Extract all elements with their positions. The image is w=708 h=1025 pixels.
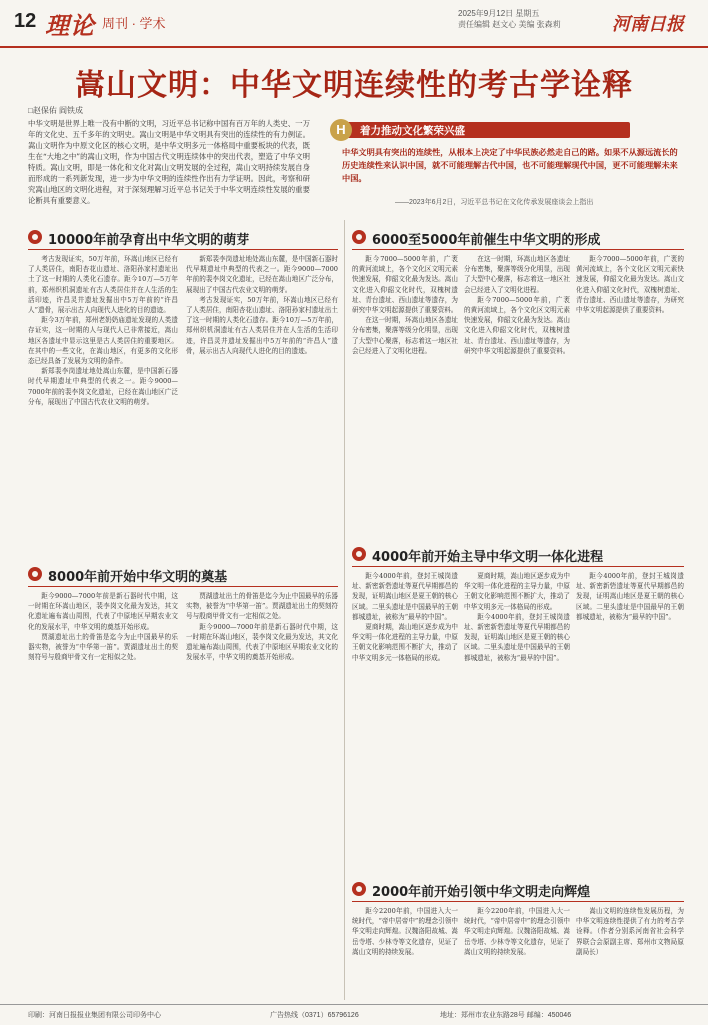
paragraph: 贾湖遗址出土的骨笛是迄今为止中国最早的乐器实物，被誉为“中华第一笛”。贾湖遗址出土的契刻符号与殷商甲骨文有一定相似之处。: [186, 592, 338, 621]
section-body: [28, 591, 178, 999]
section-body: [352, 254, 458, 534]
section-title: 8000年前开始中华文明的奠基: [48, 570, 228, 585]
section-body: [464, 254, 570, 534]
paragraph: 考古发现证实，50万年前，环嵩山地区已经有了人类居住，南阳杏花山遗址、洛阳孙家村遗址出土了这一时期的人类化石遗存。距今10万—5万年前，郑州织机洞遗址有古人类居住并在人生活的生活印迹，许昌灵井遗址发掘出中5万年前的“许昌人”遗骨，展示出古人向现代人进化的目的遗迹。: [186, 295, 338, 355]
editors: 责任编辑 赵文心 美编 张森莉: [458, 20, 561, 29]
masthead: [0, 0, 708, 48]
paragraph: 距今7000—5000年前，广袤的黄河流域上，各个文化区文明元素快速发展，仰韶文化最为发达。嵩山文化进入仰韶文化时代，双槐树遗址、青台遗址、西山遗址等遗存，为研究中华文明起源提供了重要资料。: [352, 255, 458, 315]
issue-date: 2025年9月12日 星期五: [458, 9, 540, 18]
paragraph: 贾湖遗址出土的骨笛是迄今为止中国最早的乐器实物，被誉为“中华第一笛”。贾湖遗址出土的契刻符号与殷商甲骨文有一定相似之处。: [28, 632, 178, 662]
paragraph: 距今4000年前，登封王城岗遗址、新密新砦遗址等夏代早期都邑的发现，证明嵩山地区是夏王朝的核心区域。二里头遗址是中国最早的王朝都城遗址，被称为“最早的中国”。: [352, 572, 458, 621]
quote-badge-icon: H: [330, 119, 352, 141]
section-body: [352, 906, 458, 1000]
section-heading: [352, 880, 684, 898]
section-bullet-icon: [352, 230, 366, 244]
footer-printer: 印刷：河南日报报业集团有限公司印务中心: [28, 1012, 161, 1019]
section-body: [352, 571, 458, 871]
quote-header: [336, 122, 630, 138]
section-body: [576, 254, 684, 534]
section-title: 6000至5000年前催生中华文明的形成: [372, 233, 601, 248]
section-heading: [28, 228, 338, 246]
paragraph: 在这一时期，环嵩山地区各遗址分布密集，聚落等级分化明显，出现了大型中心聚落，标志着这一地区社会已经进入了文明化进程。: [464, 255, 570, 294]
paragraph: 距今2200年前，中国进入大一统时代，“帝中居帝中”的理念引领中华文明走向辉煌。汉魏洛阳故城、嵩岳寺塔、少林寺等文化遗存，见证了嵩山文明的持续发展。: [464, 907, 570, 956]
page-title: 嵩山文明：中华文明连续性的考古学诠释: [75, 68, 633, 103]
quote-heading: 着力推动文化繁荣兴盛: [360, 125, 465, 137]
quote-body: 中华文明具有突出的连续性，从根本上决定了中华民族必然走自己的路。如果不从源远流长的历史连续性来认识中国，就不可能理解古代中国，也不可能理解现代中国，更不可能理解未来中国。: [342, 147, 678, 183]
section-body: [576, 571, 684, 871]
section-body: [464, 571, 570, 871]
section-heading: [28, 565, 338, 583]
section-bullet-icon: [28, 230, 42, 244]
paragraph: 距今4000年前，登封王城岗遗址、新密新砦遗址等夏代早期都邑的发现，证明嵩山地区是夏王朝的核心区域。二里头遗址是中国最早的王朝都城遗址，被称为“最早的中国”。: [576, 572, 684, 621]
paragraph: 新郑裴李岗遗址地处嵩山东麓，是中国新石器时代早期遗址中典型的代表之一。距今9000—7000年前的裴李岗文化遗址，已经在嵩山地区广泛分布，展现出了中国古代农业文明的萌芽。: [186, 255, 338, 294]
section-label: 周刊 · 学术: [102, 16, 166, 31]
newspaper-logo: 河南日报: [612, 14, 684, 35]
section-bullet-icon: [352, 547, 366, 561]
section-title: 10000年前孕育出中华文明的萌芽: [48, 233, 250, 248]
paragraph: 嵩山文明的连续性发展历程，为中华文明连续性提供了有力的考古学诠释。（作者分别系河南省社会科学界联合会原副主席、郑州市文物局原副局长）: [576, 907, 684, 956]
paragraph: 在这一时期，环嵩山地区各遗址分布密集，聚落等级分化明显，出现了大型中心聚落，标志着这一地区社会已经进入了文明化进程。: [352, 316, 458, 355]
section-heading: [352, 228, 684, 246]
footer-address: 地址：郑州市农业东路28号 邮编：450046: [440, 1012, 572, 1019]
paragraph: 考古发现证实，50万年前，环嵩山地区已经有了人类居住，南阳杏花山遗址、洛阳孙家村遗址出土了这一时期的人类化石遗存。距今10万—5万年前，郑州织机洞遗址有古人类居住并在人生活的生活印迹，许昌灵井遗址发掘出中5万年前的“许昌人”遗骨，展示出古人向现代人进化的目的遗迹。: [28, 255, 178, 315]
section-body: [28, 254, 178, 554]
footer-ad-hotline: 广告热线（0371）65796126: [270, 1012, 359, 1019]
paragraph: 距今7000—5000年前，广袤的黄河流域上，各个文化区文明元素快速发展，仰韶文化最为发达。嵩山文化进入仰韶文化时代，双槐树遗址、青台遗址、西山遗址等遗存，为研究中华文明起源提供了重要资料。: [464, 295, 570, 355]
section-body: [186, 254, 338, 554]
paragraph: 距今9000—7000年前是新石器时代中期，这一时期在环嵩山地区，裴李岗文化最为发达，其文化遗址遍布嵩山周围，代表了中原地区早期农业文化的发展水平，中华文明的奠基开始形成。: [186, 622, 338, 662]
page-footer: [0, 1004, 708, 1025]
section-title: 2000年前开始引领中华文明走向辉煌: [372, 885, 591, 900]
section-heading: [352, 545, 684, 563]
paragraph: 距今7000—5000年前，广袤的黄河流域上，各个文化区文明元素快速发展，仰韶文化最为发达。嵩山文化进入仰韶文化时代，双槐树遗址、青台遗址、西山遗址等遗存，为研究中华文明起源提供了重要资料。: [576, 255, 684, 315]
quote-source: ——2023年6月2日，习近平总书记在文化传承发展座谈会上指出: [395, 199, 594, 206]
article-abstract: 中华文明是世界上唯一没有中断的文明，习近平总书记称中国有百万年的人类史、一万年的文化史、五千多年的文明史。嵩山文明是中华文明具有突出的连续性的有力例证。嵩山文明作为中原文化区的核心文明，是中华文明多元一体格局中重要板块的代表，既生在“大地之中”的嵩山文明，作为中国古代文明连续体中的突出代表，塑造了中华文明特质。嵩山文明，即是一体化和文化对嵩山文明发展的全过程，嵩山文明持续发展自身而形成的一系列新发现，进一步为中华文明的连续性作出有力学证明。因此，考察和研究嵩山地区的文明化进程，对于深刻理解习近平总书记关于中华文明连续性发展的重要论断具有重要意义。: [28, 119, 310, 205]
section-body: [186, 591, 338, 999]
section-bullet-icon: [352, 882, 366, 896]
section-title: 4000年前开始主导中华文明一体化进程: [372, 550, 604, 565]
paragraph: 距今3万年前，郑州老奶奶庙遗址发现的人类遗存证实，这一时期的人与现代人已非常接近，嵩山地区各遗址中显示这里是古人类居住的重要地区。在其中的一些文化，在嵩山地区，有更多的文化形态已经具备了发展为文明的条件。: [28, 316, 178, 366]
brand-title: 理论: [45, 11, 95, 40]
paragraph: 新郑裴李岗遗址地处嵩山东麓，是中国新石器时代早期遗址中典型的代表之一。距今9000—7000年前的裴李岗文化遗址，已经在嵩山地区广泛分布，展现出了中国古代农业文明的萌芽。: [28, 367, 178, 406]
masthead-meta: [458, 8, 561, 30]
column-divider: [344, 220, 345, 1000]
section-bullet-icon: [28, 567, 42, 581]
section-body: [464, 906, 570, 1000]
byline: □赵保佑 阎铁成: [28, 106, 84, 115]
paragraph: 夏商时期，嵩山地区逐步成为中华文明一体化进程的主导力量，中原王朝文化影响范围不断扩大，推动了中华文明多元一体格局的形成。: [464, 572, 570, 611]
paragraph: 夏商时期，嵩山地区逐步成为中华文明一体化进程的主导力量，中原王朝文化影响范围不断扩大，推动了中华文明多元一体格局的形成。: [352, 623, 458, 662]
page-number: 12: [14, 10, 37, 32]
paragraph: 距今4000年前，登封王城岗遗址、新密新砦遗址等夏代早期都邑的发现，证明嵩山地区是夏王朝的核心区域。二里头遗址是中国最早的王朝都城遗址，被称为“最早的中国”。: [464, 612, 570, 662]
paragraph: 距今9000—7000年前是新石器时代中期，这一时期在环嵩山地区，裴李岗文化最为发达，其文化遗址遍布嵩山周围，代表了中原地区早期农业文化的发展水平，中华文明的奠基开始形成。: [28, 592, 178, 631]
paragraph: 距今2200年前，中国进入大一统时代，“帝中居帝中”的理念引领中华文明走向辉煌。汉魏洛阳故城、嵩岳寺塔、少林寺等文化遗存，见证了嵩山文明的持续发展。: [352, 907, 458, 956]
section-body: [576, 906, 684, 1000]
